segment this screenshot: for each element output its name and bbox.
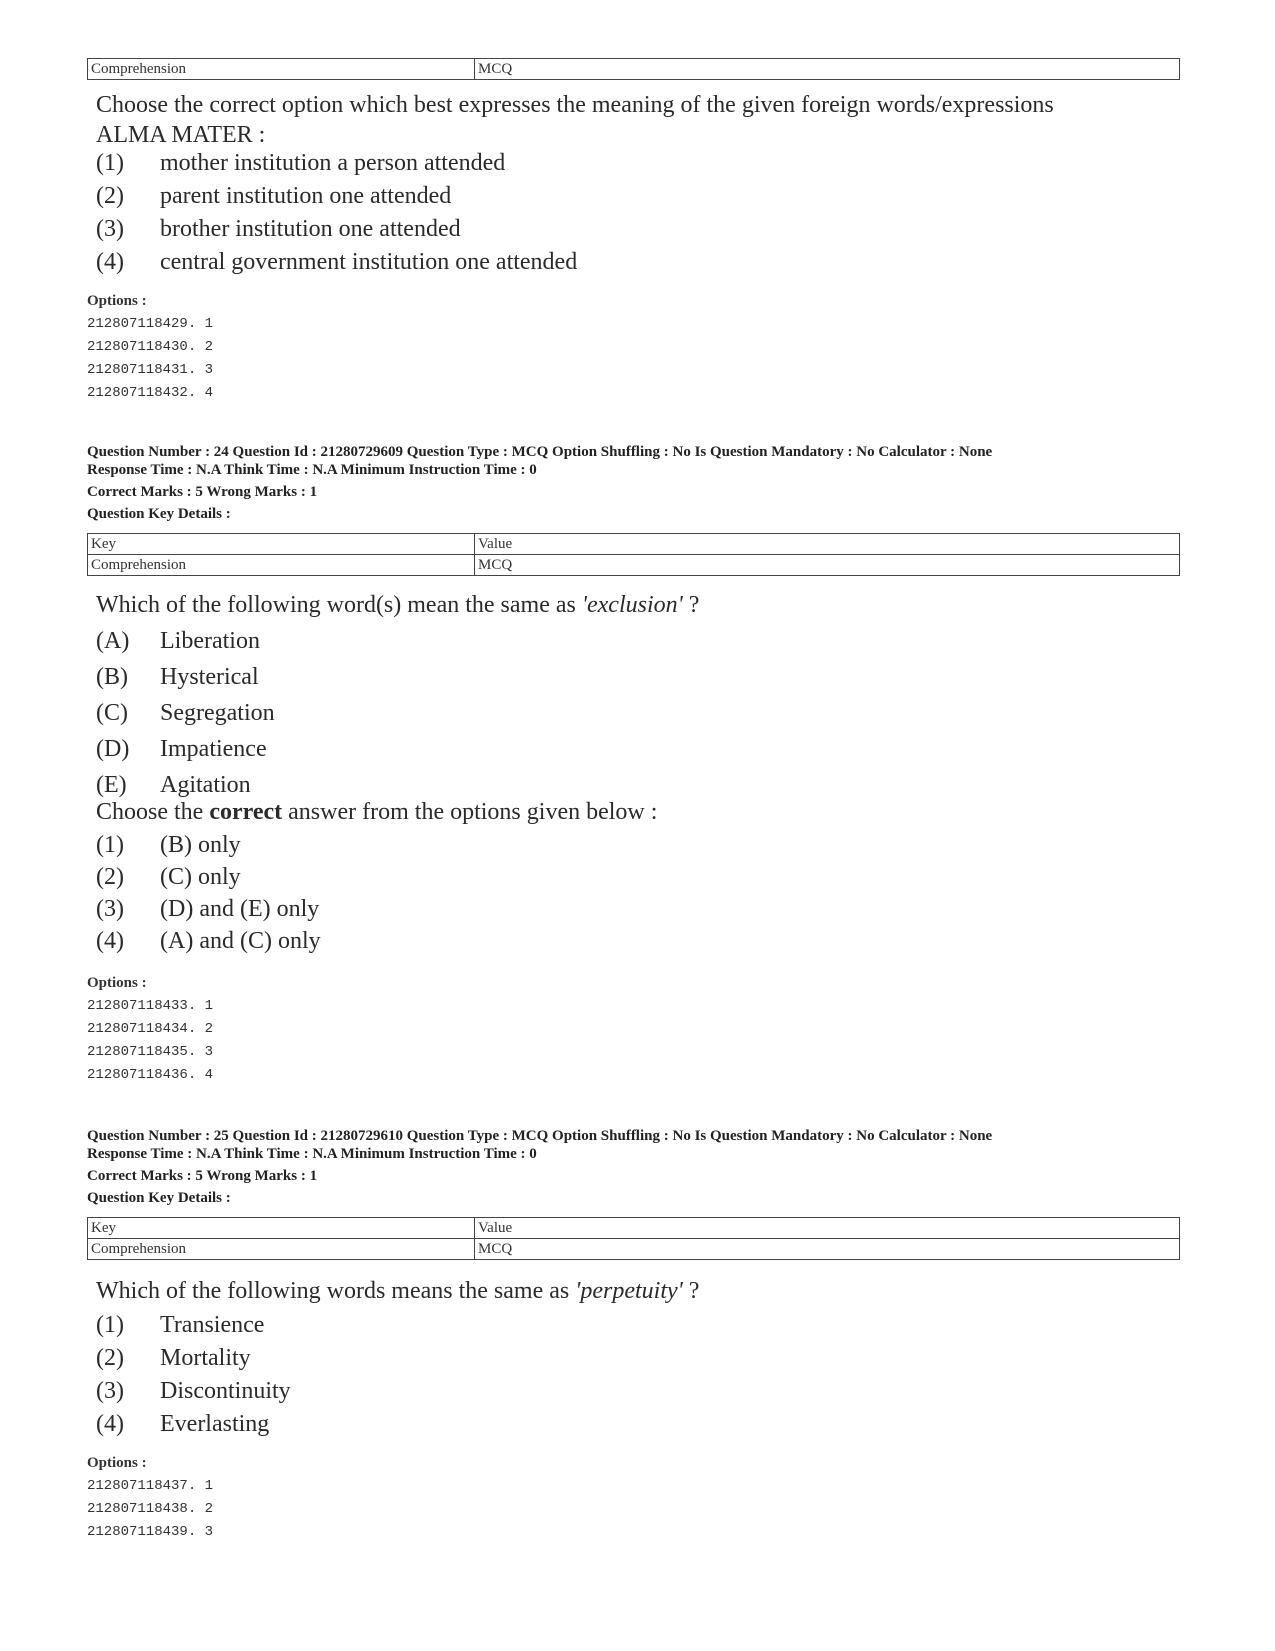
option-text: parent institution one attended xyxy=(160,183,452,209)
list-item xyxy=(96,1375,291,1408)
key-cell: Comprehension xyxy=(88,555,475,576)
option-number: (2) xyxy=(96,864,124,890)
value-header-cell: Value xyxy=(475,1218,1180,1239)
list-item xyxy=(96,1408,291,1441)
option-number: (2) xyxy=(96,1345,124,1371)
q25-question-prefix: Which of the following words means the same as xyxy=(96,1278,576,1304)
statement-text: Impatience xyxy=(160,736,267,762)
option-text: Mortality xyxy=(160,1345,251,1371)
list-item xyxy=(96,731,275,767)
value-header-cell: Value xyxy=(475,534,1180,555)
q24-key-table xyxy=(87,533,1180,576)
option-id: 212807118439. 3 xyxy=(87,1524,214,1540)
table-row xyxy=(88,1239,1180,1260)
key-cell: Comprehension xyxy=(88,1239,475,1260)
option-number: (4) xyxy=(96,928,124,954)
key-header-cell: Key xyxy=(88,1218,475,1239)
q23-options-list xyxy=(96,147,577,279)
q25-marks: Correct Marks : 5 Wrong Marks : 1 xyxy=(87,1168,318,1184)
option-id: 212807118437. 1 xyxy=(87,1478,214,1494)
statement-text: Segregation xyxy=(160,700,275,726)
statement-letter: (C) xyxy=(96,700,128,726)
q25-key-details-label: Question Key Details : xyxy=(87,1190,231,1206)
options-label: Options : xyxy=(87,975,147,991)
list-item xyxy=(96,180,577,213)
option-number: (3) xyxy=(96,1378,124,1404)
list-item xyxy=(96,147,577,180)
list-item xyxy=(96,829,321,861)
option-text: Everlasting xyxy=(160,1411,270,1437)
table-row xyxy=(88,59,1180,80)
q24-key-details-label: Question Key Details : xyxy=(87,506,231,522)
q24-question-suffix: ? xyxy=(682,592,700,618)
q24-option-ids xyxy=(87,972,213,1087)
q25-question-suffix: ? xyxy=(682,1278,700,1304)
q25-options-list xyxy=(96,1309,291,1441)
q24-question-prefix: Which of the following word(s) mean the same as xyxy=(96,592,582,618)
option-text: mother institution a person attended xyxy=(160,150,506,176)
key-header-cell: Key xyxy=(88,534,475,555)
list-item xyxy=(96,1342,291,1375)
list-item xyxy=(96,893,321,925)
option-number: (1) xyxy=(96,832,124,858)
option-id: 212807118430. 2 xyxy=(87,339,214,355)
statement-text: Agitation xyxy=(160,772,251,798)
q24-choose-instruction xyxy=(96,797,657,827)
option-id: 212807118434. 2 xyxy=(87,1021,214,1037)
option-number: (3) xyxy=(96,896,124,922)
q25-meta xyxy=(87,1127,992,1207)
option-id: 212807118438. 2 xyxy=(87,1501,214,1517)
q25-question xyxy=(96,1276,699,1306)
list-item xyxy=(96,246,577,279)
statement-text: Hysterical xyxy=(160,664,259,690)
statement-letter: (B) xyxy=(96,664,128,690)
option-text: (B) only xyxy=(160,832,241,858)
statement-letter: (E) xyxy=(96,772,127,798)
option-id: 212807118429. 1 xyxy=(87,316,214,332)
option-id: 212807118431. 3 xyxy=(87,362,214,378)
q23-key-table xyxy=(87,58,1180,80)
option-id: 212807118436. 4 xyxy=(87,1067,214,1083)
option-id: 212807118435. 3 xyxy=(87,1044,214,1060)
option-text: central government institution one attended xyxy=(160,249,578,275)
q25-option-ids xyxy=(87,1452,213,1544)
option-number: (2) xyxy=(96,183,124,209)
options-label: Options : xyxy=(87,1455,147,1471)
choose-prefix: Choose the xyxy=(96,799,210,825)
q24-statements-list xyxy=(96,623,275,803)
q25-question-term: 'perpetuity' xyxy=(575,1278,683,1304)
option-text: (A) and (C) only xyxy=(160,928,321,954)
list-item xyxy=(96,1309,291,1342)
option-text: (C) only xyxy=(160,864,241,890)
q23-question xyxy=(96,90,1054,150)
q25-key-table xyxy=(87,1217,1180,1260)
q24-options-list xyxy=(96,829,321,957)
q25-meta-line2: Response Time : N.A Think Time : N.A Minimum Instruction Time : 0 xyxy=(87,1146,537,1162)
q24-meta-line1: Question Number : 24 Question Id : 21280729609 Question Type : MCQ Option Shuffling : No Is Question Mandatory : No Calculator : None xyxy=(87,444,993,460)
choose-bold: correct xyxy=(209,799,283,825)
statement-letter: (A) xyxy=(96,628,130,654)
list-item xyxy=(96,925,321,957)
statement-letter: (D) xyxy=(96,736,130,762)
q24-meta xyxy=(87,443,992,523)
list-item xyxy=(96,659,275,695)
option-number: (1) xyxy=(96,1312,124,1338)
q24-meta-line2: Response Time : N.A Think Time : N.A Minimum Instruction Time : 0 xyxy=(87,462,537,478)
option-id: 212807118432. 4 xyxy=(87,385,214,401)
option-number: (1) xyxy=(96,150,124,176)
q23-question-line2: ALMA MATER : xyxy=(96,122,266,148)
q24-question-term: 'exclusion' xyxy=(581,592,683,618)
table-row xyxy=(88,555,1180,576)
value-cell: MCQ xyxy=(475,59,1180,80)
option-id: 212807118433. 1 xyxy=(87,998,214,1014)
option-text: Transience xyxy=(160,1312,265,1338)
choose-suffix: answer from the options given below : xyxy=(282,799,658,825)
q23-option-ids xyxy=(87,290,213,405)
option-number: (3) xyxy=(96,216,124,242)
list-item xyxy=(96,861,321,893)
statement-text: Liberation xyxy=(160,628,260,654)
q24-question xyxy=(96,590,699,620)
q24-marks: Correct Marks : 5 Wrong Marks : 1 xyxy=(87,484,318,500)
key-cell: Comprehension xyxy=(88,59,475,80)
list-item xyxy=(96,213,577,246)
list-item xyxy=(96,695,275,731)
option-text: brother institution one attended xyxy=(160,216,461,242)
options-label: Options : xyxy=(87,293,147,309)
value-cell: MCQ xyxy=(475,1239,1180,1260)
table-row xyxy=(88,534,1180,555)
option-text: (D) and (E) only xyxy=(160,896,320,922)
option-number: (4) xyxy=(96,249,124,275)
q23-question-line1: Choose the correct option which best expresses the meaning of the given foreign words/expressions xyxy=(96,92,1054,118)
q25-meta-line1: Question Number : 25 Question Id : 21280729610 Question Type : MCQ Option Shuffling : No Is Question Mandatory : No Calculator : None xyxy=(87,1128,993,1144)
list-item xyxy=(96,623,275,659)
option-text: Discontinuity xyxy=(160,1378,291,1404)
value-cell: MCQ xyxy=(475,555,1180,576)
option-number: (4) xyxy=(96,1411,124,1437)
table-row xyxy=(88,1218,1180,1239)
